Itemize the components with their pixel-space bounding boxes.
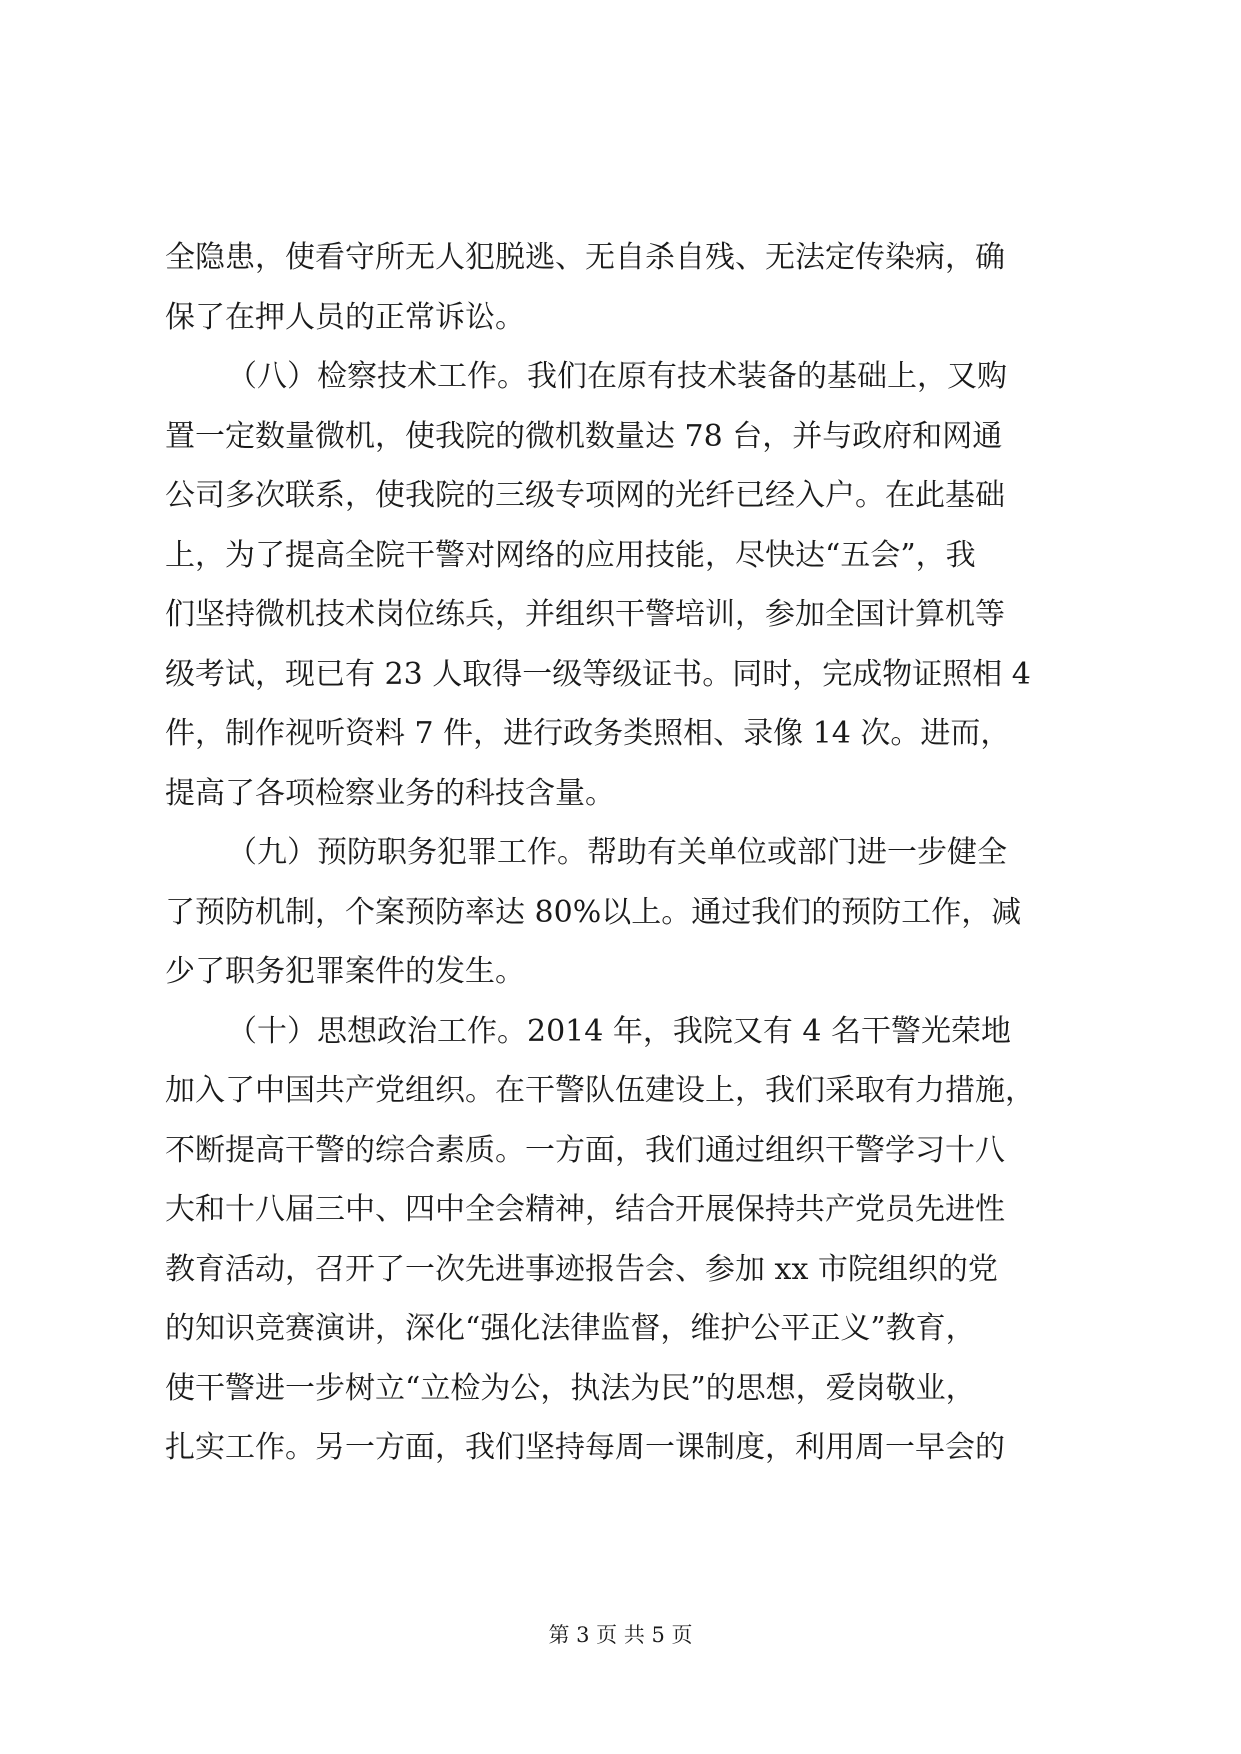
text-line: 的知识竞赛演讲，深化“强化法律监督，维护公平正义”教育，: [165, 1311, 976, 1346]
text-line: 使干警进一步树立“立检为公，执法为民”的思想，爱岗敬业，: [165, 1370, 976, 1406]
text-line: 扎实工作。另一方面，我们坚持每周一课制度，利用周一早会的: [165, 1430, 1005, 1465]
text-line: 件，制作视听资料 7 件，进行政务类照相、录像 14 次。进而，: [165, 716, 1011, 751]
text-line: 加入了中国共产党组织。在干警队伍建设上，我们采取有力措施，: [165, 1073, 1035, 1108]
text-line: 上，为了提高全院干警对网络的应用技能，尽快达“五会”，我: [165, 537, 976, 573]
text-line: 提高了各项检察业务的科技含量。: [165, 775, 615, 811]
section-heading-line: （九）预防职务犯罪工作。帮助有关单位或部门进一步健全: [227, 835, 1007, 870]
text-line: 教育活动，召开了一次先进事迹报告会、参加 xx 市院组织的党: [165, 1251, 998, 1287]
page-number-footer: 第 3 页 共 5 页: [548, 1623, 693, 1647]
section-heading-line: （八）检察技术工作。我们在原有技术装备的基础上，又购: [227, 359, 1007, 394]
text-line: 保了在押人员的正常诉讼。: [165, 299, 525, 335]
text-line: 不断提高干警的综合素质。一方面，我们通过组织干警学习十八: [165, 1132, 1005, 1168]
text-line: 们坚持微机技术岗位练兵，并组织干警培训，参加全国计算机等: [165, 597, 1005, 632]
section-heading-line: （十）思想政治工作。2014 年，我院又有 4 名干警光荣地: [227, 1013, 1012, 1049]
text-line: 少了职务犯罪案件的发生。: [165, 954, 525, 989]
text-line: 全隐患，使看守所无人犯脱逃、无自杀自残、无法定传染病，确: [165, 240, 1005, 275]
text-line: 公司多次联系，使我院的三级专项网的光纤已经入户。在此基础: [165, 478, 1005, 513]
document-body: [165, 228, 1087, 1478]
text-line: 大和十八届三中、四中全会精神，结合开展保持共产党员先进性: [165, 1192, 1005, 1227]
text-line: 了预防机制，个案预防率达 80%以上。通过我们的预防工作，减: [165, 894, 1022, 930]
text-line: 置一定数量微机，使我院的微机数量达 78 台，并与政府和网通: [165, 418, 1003, 454]
text-line: 级考试，现已有 23 人取得一级等级证书。同时，完成物证照相 4: [165, 656, 1031, 692]
